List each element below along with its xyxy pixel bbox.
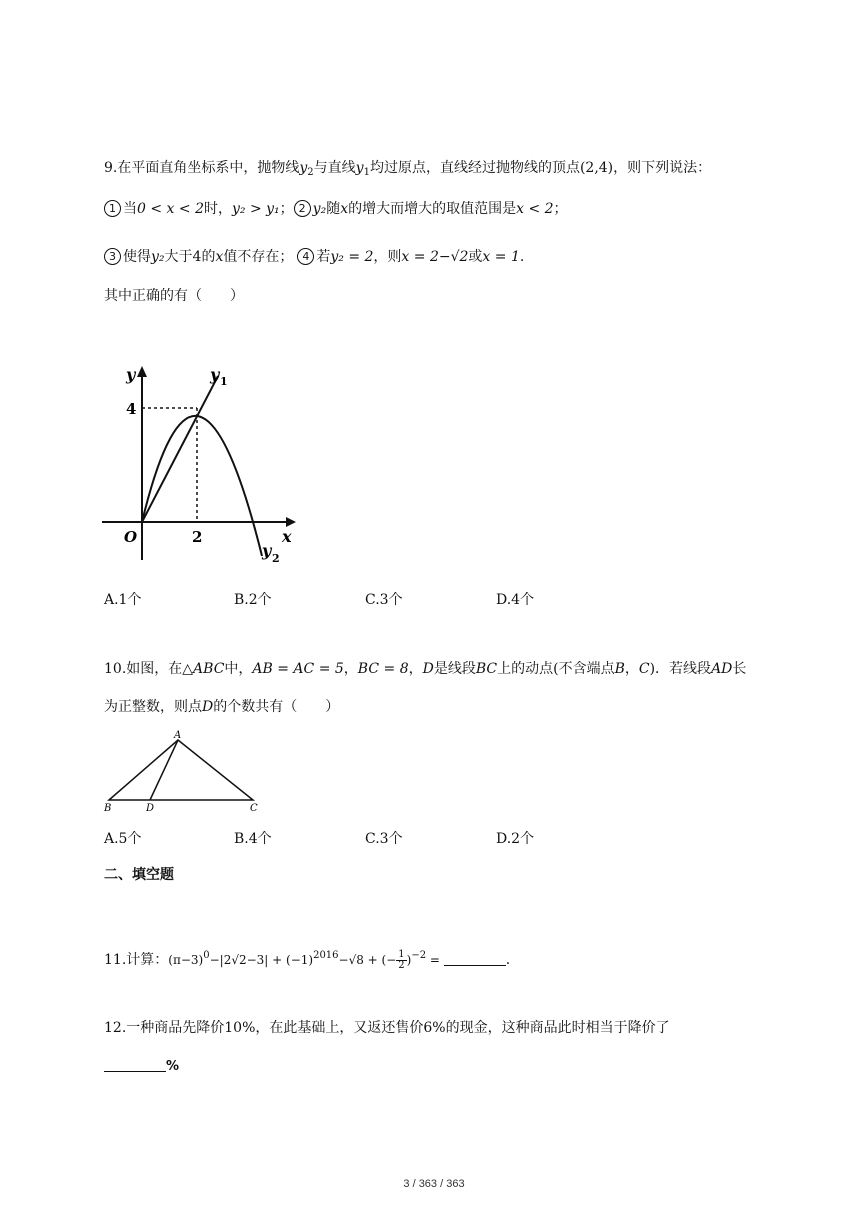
q12-answer-line: % — [104, 1056, 179, 1077]
label-y1-sub: 1 — [220, 375, 228, 388]
label-origin: O — [124, 528, 138, 546]
statement-marker: 1 — [104, 200, 121, 217]
fraction-half: $\frac{1}{2}$ — [398, 948, 405, 971]
q9-stem: 9.在平面直角坐标系中，抛物线$y_2$与直线$y_1$均过原点，直线经过抛物线的顶点(2,4)，则下列说法： — [104, 160, 712, 178]
q10-triangle-figure — [100, 727, 270, 817]
label-x: x — [282, 527, 292, 546]
q10-stem-line2: 为正整数，则点D的个数共有（ ） — [104, 699, 340, 715]
q9-option-b[interactable]: B.2个 — [234, 592, 272, 608]
q9-option-c[interactable]: C.3个 — [365, 592, 403, 608]
label-y: y — [126, 365, 136, 384]
q10-stem-line1: 10.如图，在△ABC中，AB = AC = 5，BC = 8，D是线段BC上的动点(不含端点B，C)．若线段AD长 — [104, 661, 747, 677]
triangle-abc — [109, 740, 253, 800]
section-heading: 二、填空题 — [104, 867, 174, 883]
label-y1: y — [210, 365, 220, 384]
q10-option-c[interactable]: C.3个 — [365, 831, 403, 847]
q9-option-a[interactable]: A.1个 — [104, 592, 142, 608]
label-b: B — [104, 803, 112, 814]
statement-marker: 4 — [297, 248, 314, 265]
page-footer: 3 / 363 / 363 — [403, 1178, 465, 1190]
label-4: 4 — [126, 400, 137, 418]
segment-ad — [150, 740, 178, 800]
x-axis-arrow — [286, 517, 296, 527]
label-c: C — [250, 803, 258, 814]
q10-option-a[interactable]: A.5个 — [104, 831, 142, 847]
q10-option-d[interactable]: D.2个 — [496, 831, 535, 847]
q12-stem: 12.一种商品先降价10%，在此基础上，又返还售价6%的现金，这种商品此时相当于降价了 — [104, 1020, 670, 1036]
label-d: D — [146, 803, 155, 814]
answer-blank[interactable] — [104, 1057, 166, 1072]
label-2: 2 — [192, 528, 203, 546]
label-y2: y — [262, 541, 272, 560]
q9-statements-3-4: 3 使得y₂大于4的x值不存在； 4 若y₂ = 2，则x = 2−√2或x = 1. — [104, 247, 524, 267]
line-y1 — [142, 376, 218, 522]
q9-option-d[interactable]: D.4个 — [496, 592, 535, 608]
y-axis-arrow — [137, 366, 147, 377]
label-a: A — [174, 730, 182, 741]
answer-blank[interactable] — [444, 951, 506, 966]
statement-marker: 2 — [294, 200, 311, 217]
label-y2-sub: 2 — [272, 552, 280, 565]
q9-statements-1-2: 1 当0 < x < 2时，y₂ > y₁； 2 y₂随x的增大而增大的取值范围是x < 2； — [104, 199, 568, 219]
q9-parabola-graph — [100, 360, 310, 570]
statement-marker: 3 — [104, 248, 121, 265]
q10-option-b[interactable]: B.4个 — [234, 831, 272, 847]
q11-expression: 11.计算：$(\pi-3)^0-|2√2-3| + (-1)^{2016}-√8$ + (− $\frac{1}{2}$ )$^{-2}$ = . — [104, 948, 511, 971]
q9-ask: 其中正确的有（ ） — [104, 288, 244, 304]
